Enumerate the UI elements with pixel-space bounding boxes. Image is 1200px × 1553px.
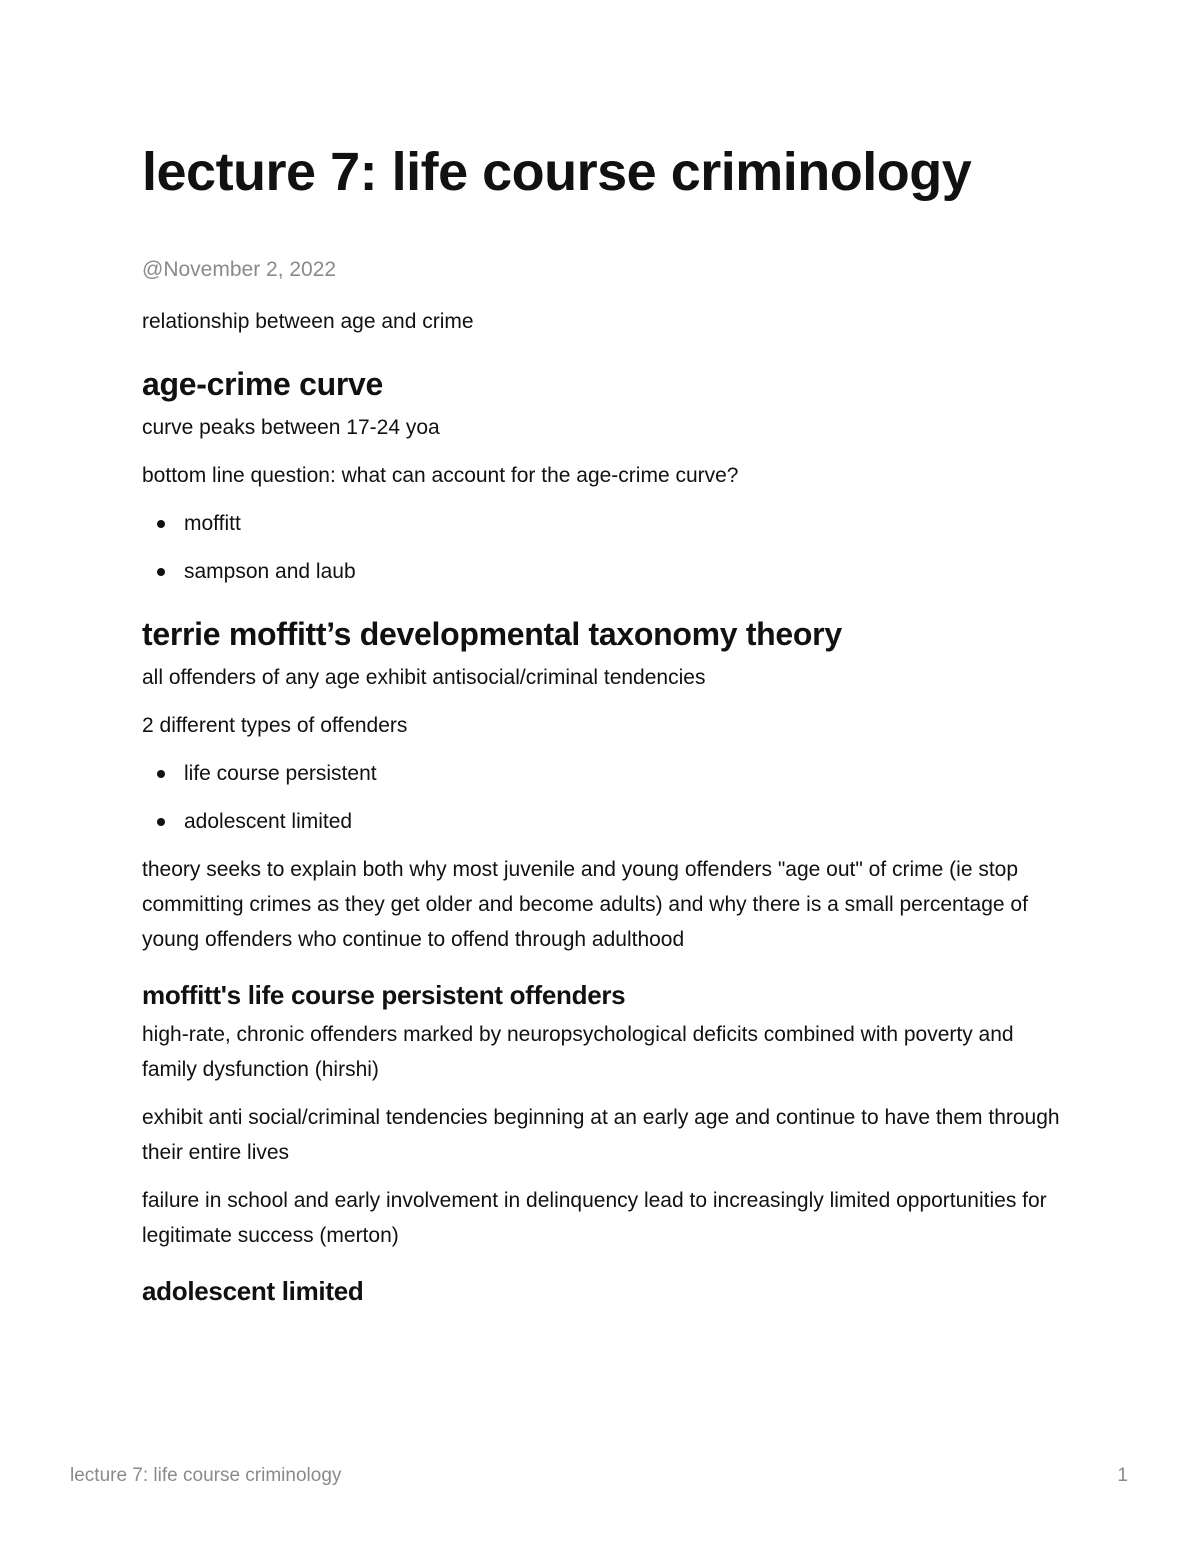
list-item-text: life course persistent [184, 762, 377, 785]
bullet-dot-icon [157, 520, 165, 528]
footer-title: lecture 7: life course criminology [70, 1465, 342, 1486]
date-property: @November 2, 2022 [142, 258, 337, 281]
list-item [142, 756, 1062, 791]
page-content [142, 304, 1062, 1313]
paragraph: theory seeks to explain both why most juvenile and young offenders "age out" of crime (ie stop committing crimes as they get older and become adults) and why there is a small percentage of young offenders who continue to offend through adulthood [142, 858, 1028, 951]
heading-life-course-persistent: moffitt's life course persistent offenders [142, 980, 626, 1010]
intro-paragraph: relationship between age and crime [142, 310, 474, 333]
footer-page-number: 1 [1117, 1465, 1128, 1486]
paragraph: all offenders of any age exhibit antisocial/criminal tendencies [142, 666, 706, 689]
heading-developmental-taxonomy: terrie moffitt’s developmental taxonomy theory [142, 616, 842, 652]
paragraph: high-rate, chronic offenders marked by neuropsychological deficits combined with poverty and family dysfunction (hirshi) [142, 1023, 1014, 1081]
list-item-text: sampson and laub [184, 560, 356, 583]
paragraph: bottom line question: what can account for the age-crime curve? [142, 464, 739, 487]
page-title: lecture 7: life course criminology [142, 142, 972, 202]
bullet-dot-icon [157, 568, 165, 576]
list-item [142, 506, 1062, 541]
list-item-text: adolescent limited [184, 810, 353, 833]
paragraph: exhibit anti social/criminal tendencies beginning at an early age and continue to have them through their entire lives [142, 1106, 1060, 1164]
list-item-text: moffitt [184, 512, 241, 535]
heading-adolescent-limited: adolescent limited [142, 1276, 364, 1306]
bullet-dot-icon [157, 818, 165, 826]
heading-age-crime-curve: age-crime curve [142, 366, 383, 402]
paragraph: 2 different types of offenders [142, 714, 408, 737]
bullet-list [142, 756, 1062, 839]
list-item [142, 804, 1062, 839]
paragraph: curve peaks between 17-24 yoa [142, 416, 440, 439]
bullet-dot-icon [157, 770, 165, 778]
paragraph: failure in school and early involvement in delinquency lead to increasingly limited opportunities for legitimate success (merton) [142, 1189, 1047, 1247]
bullet-list [142, 506, 1062, 589]
list-item [142, 554, 1062, 589]
